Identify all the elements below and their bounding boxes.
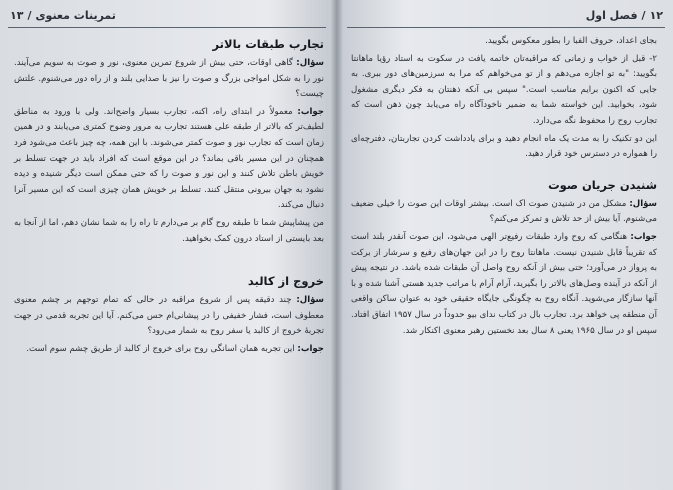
page-header: [586, 6, 663, 24]
question-text: چند دقیقه پس از شروع مراقبه در حالی که تمام توجهم بر چشم معنوی معطوف است، فشار خفیفی را در پیشانی‌ام حس می‌کنم. آیا این تجربه قدمی در جهت تجربهٔ خروج از کالبد یا سفر روح به شمار می‌رود؟: [14, 295, 324, 337]
question-paragraph: [351, 197, 657, 228]
answer-text: معمولاً در ابتدای راه، اکنه، تجارب بسیار واضح‌اند. ولی با ورود به مناطق لطیف‌تر که بالاتر از طبقه علی هستند تجارب به مرور وضوح کمتری می‌یابند و در همین زمان است که تجارب نور و صوت کمتر می‌شوند. با این همه، چه چیز باعث می‌شود فرد همچنان در این مسیر باقی بماند؟ در این موقع است که افراد باید در جهت تسلط بر خویش باطن تلاش کنند و این نور و صوت را که حتی ممکن است دیگر شنیده و دیده نشود به جهان بیرونی منتقل کنند. تسلط بر خویش همان چیزی است که این مسیر آنرا دنبال می‌کند.: [14, 106, 324, 211]
header-rule: [8, 27, 326, 28]
page-number: ۱۲: [649, 8, 663, 22]
chapter-title: فصل اول: [585, 8, 638, 22]
question-paragraph: [14, 293, 324, 340]
question-text: گاهی اوقات، حتی بیش از شروع تمرین معنوی، نور و صوت به سویم می‌آیند. نور را به شکل امواجی بزرگ و صوت را نیز با صدایی بلند و از راه دور می‌شنوم. علتش چیست؟: [14, 58, 324, 100]
section-heading: تجارب طبقات بالاتر: [212, 37, 324, 51]
page-body: [351, 34, 657, 341]
intro-line: بجای اعداد، حروف الفبا را بطور معکوس بگویید.: [485, 36, 657, 46]
chapter-title: تمرینات معنوی: [35, 8, 116, 22]
answer-text: این تجربه همان اسانگی روح برای خروج از کالبد از طریق چشم سوم است.: [26, 343, 295, 354]
header-rule: [347, 27, 665, 28]
page-number: ۱۳: [10, 8, 24, 22]
question-text: مشکل من در شنیدن صوت اک است. بیشتر اوقات این صوت را خیلی ضعیف می‌شنوم. آیا بیش از حد تلاش و تمرکز می‌کنم؟: [351, 198, 657, 225]
answer-label: جواب:: [630, 231, 657, 242]
section-heading: خروج از کالبد: [247, 274, 324, 289]
intro-paragraph: ۲- قبل از خواب و زمانی که مراقبه‌تان خاتمه یافت در سکوت به استاد رؤیا ماهانتا بگویید: "به تو اجازه می‌دهم و از تو می‌خواهم که مرا به سرزمین‌های دور ببری. به جایی که اکنون برایم مناسب است." سپس بی آنکه ذهنتان به فکر دیگری مشغول شود، بخوابید. این خواسته شما به ضمیر ناخودآگاه راه می‌یابد چون ذهن است که تجارب روح را محفوظ نگه می‌دارد.: [351, 53, 657, 126]
question-label: سؤال:: [629, 198, 658, 209]
right-page: [337, 0, 673, 490]
answer-label: جواب:: [297, 343, 324, 354]
page-header: [10, 6, 116, 24]
question-paragraph: [14, 56, 324, 103]
answer-label: جواب:: [297, 106, 324, 117]
closing-paragraph: من پیشاپیش شما تا طبقه روح گام بر می‌دارم تا راه را به شما نشان دهم، اما از آنجا به بعد بایستی از استاد درون کمک بخواهید.: [14, 217, 324, 244]
header-separator: /: [27, 8, 32, 22]
section-gap: [14, 249, 324, 271]
header-separator: /: [641, 8, 646, 22]
answer-paragraph: [351, 230, 657, 339]
page-body: [14, 34, 324, 360]
answer-paragraph: [14, 342, 324, 358]
section-gap: [351, 165, 657, 175]
intro-paragraph: این دو تکنیک را به مدت یک ماه انجام دهید و برای یادداشت کردن تجاربتان، دفترچه‌ای را همواره در دسترس خود قرار دهید.: [351, 133, 657, 160]
answer-paragraph: [14, 105, 324, 214]
question-label: سؤال:: [296, 58, 324, 68]
question-label: سؤال:: [296, 295, 324, 306]
section-heading: شنیدن جریان صوت: [548, 177, 657, 192]
answer-text: هنگامی که روح وارد طبقات رفیع‌تر الهی می‌شود، این صوت آنقدر بلند است که تقریباً قابل شنیدن نیست. ماهانتا روح را در این جهان‌های رفیع و سرشار از برکت به پرواز در می‌آورد؛ حتی بیش از آنکه روح واصل آن طبقات شده باشد. در نتیجه پیش از آنکه در آینده وصل‌های بالاتر را بگیرید، آرام آرام با مراتب جدید هستی آشنا شده و با آنها سازگار می‌شوید. آنگاه روح به چگونگی جایگاه حقیقی خود به عنوان ساکن واقعی آن منطقه پی خواهد برد. تجارب بال در کتاب ندای بیو حدوداً در سال ۱۹۵۷ اتفاق افتاد. سپس او در سال ۱۹۶۵ یعنی ۸ سال بعد نخستین رهبر معنوی اکنکار شد.: [351, 231, 657, 336]
left-page: [0, 0, 336, 490]
